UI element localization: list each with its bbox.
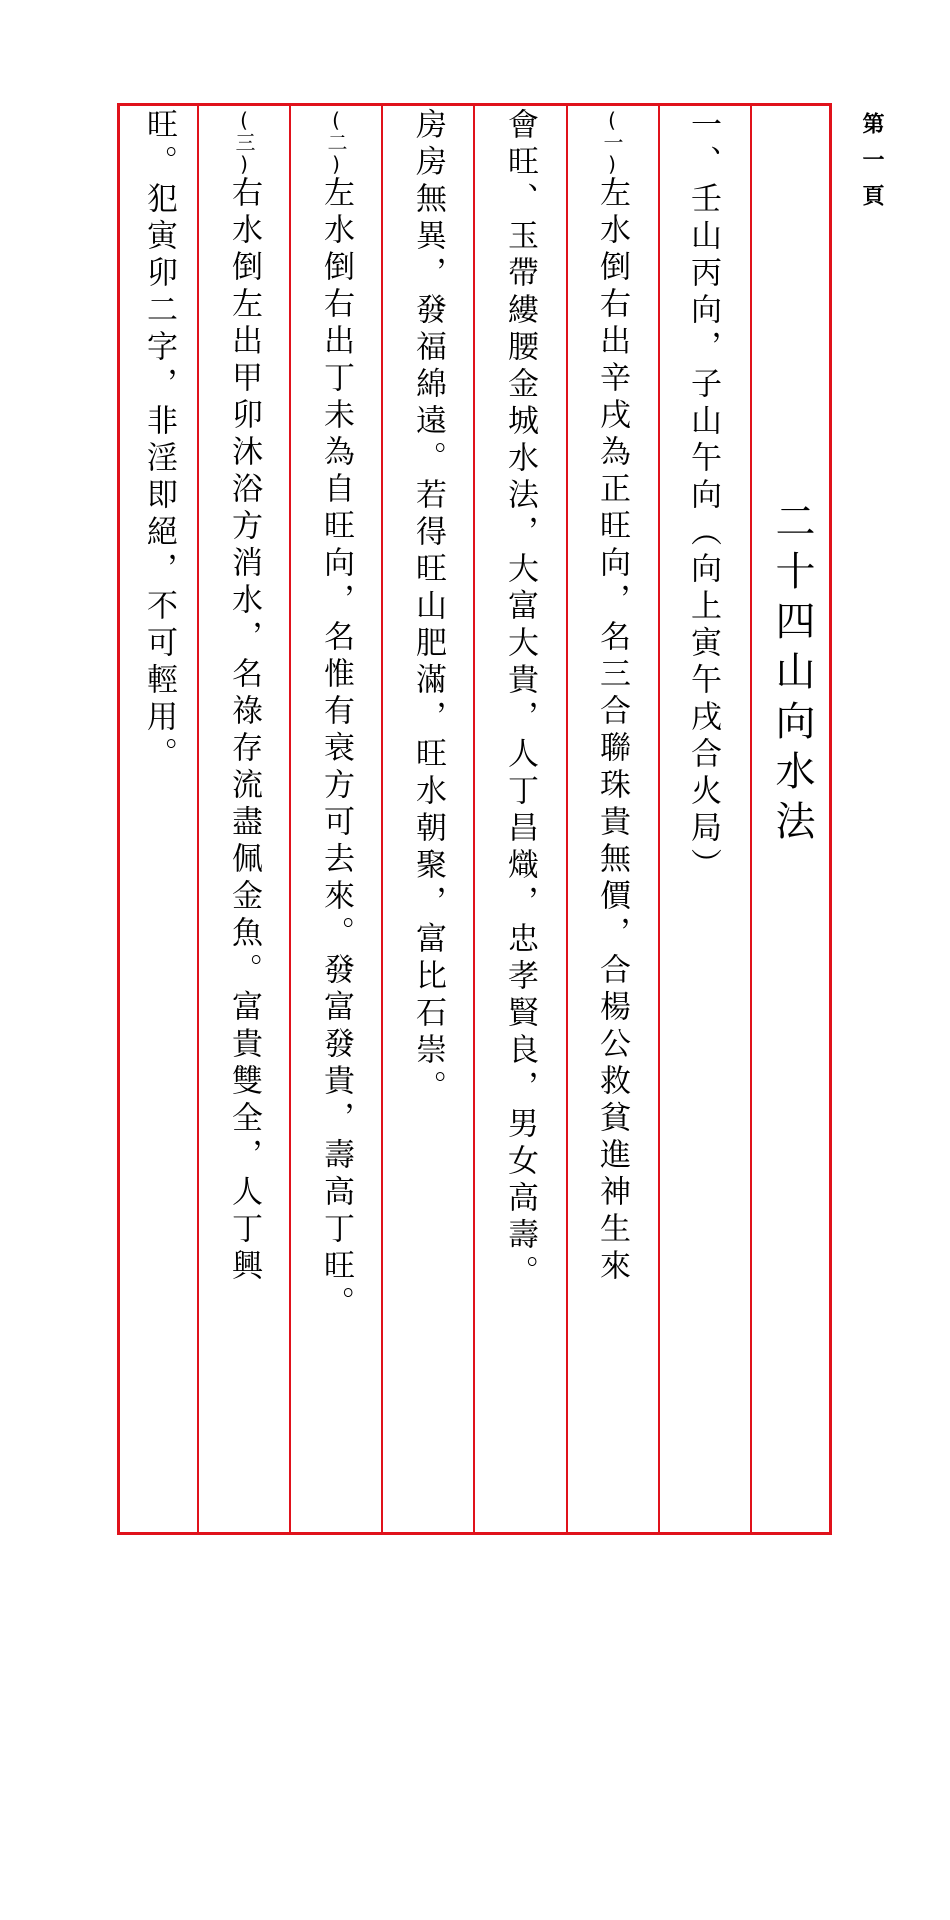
column-text: 左水倒右出辛戌為正旺向，名三合聯珠貴無價，合楊公救貧進神生來: [594, 176, 630, 1286]
column-divider: [197, 103, 199, 1535]
item-marker: (三): [232, 108, 256, 176]
column-divider: [750, 103, 752, 1535]
column-divider: [289, 103, 291, 1535]
item-marker: (一): [600, 108, 624, 176]
document-title: 二十四山向水法: [769, 500, 815, 850]
text-column-3: 會旺、玉帶縷腰金城水法，大富大貴，人丁昌熾，忠孝賢良，男女高壽。: [502, 108, 538, 1292]
column-divider: [658, 103, 660, 1535]
item-marker: (二): [324, 108, 348, 176]
column-text: 右水倒左出甲卯沐浴方消水，名祿存流盡佩金魚。富貴雙全，人丁興: [226, 176, 262, 1286]
column-divider: [381, 103, 383, 1535]
text-column-4: 房房無異，發福綿遠。若得旺山肥滿，旺水朝聚，富比石崇。: [410, 108, 446, 1107]
column-divider: [566, 103, 568, 1535]
text-column-6: [209, 108, 279, 1528]
text-column-2: [577, 108, 647, 1528]
text-column-7: 旺。犯寅卯二字，非淫即絕，不可輕用。: [141, 108, 177, 774]
page-number: 第一頁: [859, 112, 885, 220]
column-text: 左水倒右出丁未為自旺向，名惟有衰方可去來。發富發貴，壽高丁旺。: [318, 176, 354, 1323]
text-column-1: 一、壬山丙向，子山午向（向上寅午戌合火局）: [685, 108, 721, 885]
text-column-5: [301, 108, 371, 1528]
column-divider: [473, 103, 475, 1535]
